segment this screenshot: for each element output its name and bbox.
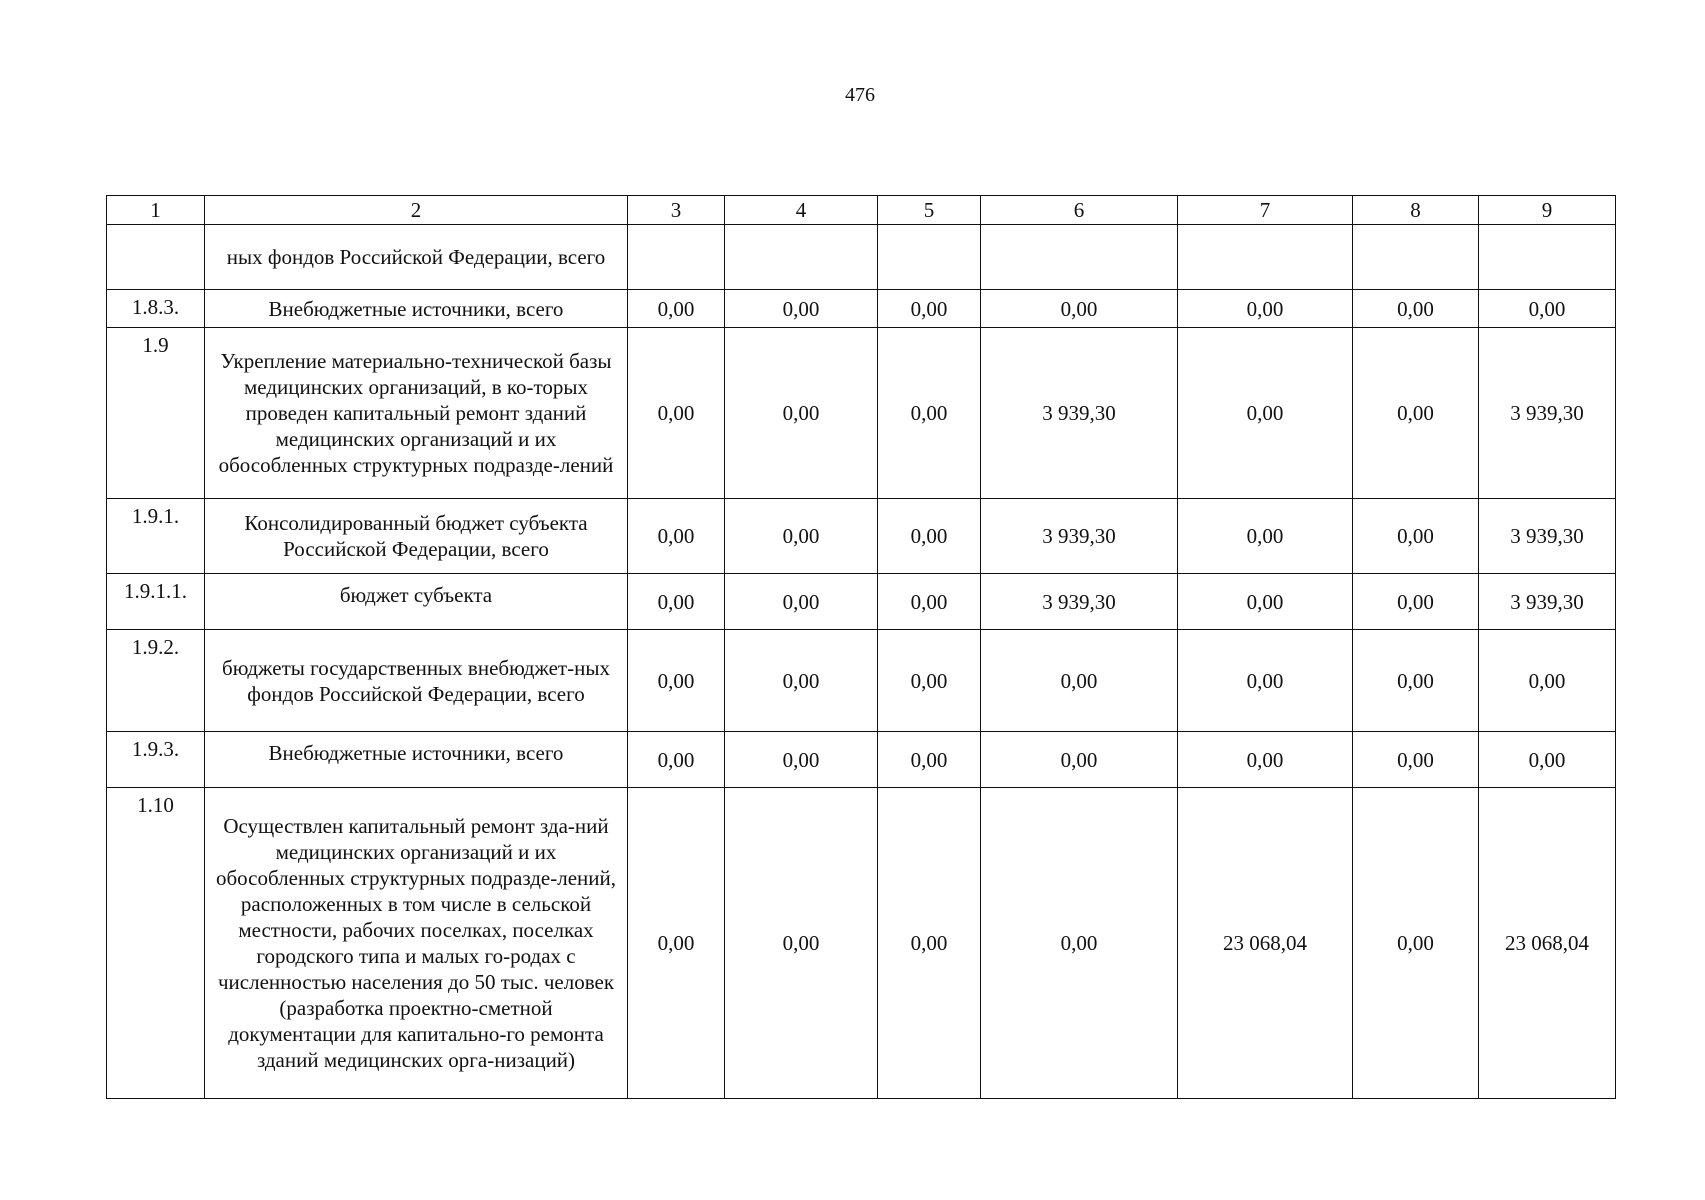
value-cell: 0,00: [1353, 574, 1479, 630]
value-cell: 0,00: [878, 290, 981, 328]
value-cell: 0,00: [1353, 328, 1479, 499]
value-cell: 0,00: [1178, 630, 1353, 732]
row-name: Осуществлен капитальный ремонт зда-ний медицинских организаций и их обособленных структурных подразде-лений, расположенных в том числе в сельской местности, рабочих поселках, поселках городского типа и малых го-родах с численностью населения до 50 тыс. человек (разработка проектно-сметной документации для капитально-го ремонта зданий медицинских орга-низаций): [205, 788, 628, 1099]
budget-table: [106, 195, 1616, 1099]
value-cell: 0,00: [1178, 732, 1353, 788]
value-cell: 3 939,30: [1479, 499, 1616, 574]
table-row: [107, 788, 1616, 1099]
table-header-row: [107, 196, 1616, 225]
row-name: Внебюджетные источники, всего: [205, 732, 628, 788]
value-cell: 0,00: [628, 630, 725, 732]
value-cell: 3 939,30: [1479, 574, 1616, 630]
header-cell: 1: [107, 196, 205, 225]
value-cell: 3 939,30: [1479, 328, 1616, 499]
header-cell: 6: [981, 196, 1178, 225]
table-row: [107, 225, 1616, 290]
row-number: 1.9.1.: [107, 499, 205, 574]
value-cell: 3 939,30: [981, 574, 1178, 630]
value-cell: 0,00: [725, 499, 878, 574]
row-number: 1.9: [107, 328, 205, 499]
value-cell: 0,00: [725, 574, 878, 630]
table-row: [107, 630, 1616, 732]
row-name: Внебюджетные источники, всего: [205, 290, 628, 328]
value-cell: 0,00: [981, 290, 1178, 328]
value-cell: 0,00: [628, 499, 725, 574]
table-row: [107, 732, 1616, 788]
row-name: Укрепление материально-технической базы медицинских организаций, в ко-торых проведен капитальный ремонт зданий медицинских организаций и их обособленных структурных подразде-лений: [205, 328, 628, 499]
value-cell: 0,00: [1353, 630, 1479, 732]
value-cell: 0,00: [878, 630, 981, 732]
header-cell: 4: [725, 196, 878, 225]
table-row: [107, 499, 1616, 574]
value-cell: 0,00: [878, 328, 981, 499]
row-name: Консолидированный бюджет субъекта Российской Федерации, всего: [205, 499, 628, 574]
value-cell: 0,00: [1353, 499, 1479, 574]
value-cell: 0,00: [878, 732, 981, 788]
row-name: бюджет субъекта: [205, 574, 628, 630]
value-cell: 0,00: [725, 630, 878, 732]
value-cell: 0,00: [1479, 290, 1616, 328]
value-cell: 0,00: [1178, 499, 1353, 574]
value-cell: [628, 225, 725, 290]
value-cell: 0,00: [628, 290, 725, 328]
value-cell: 0,00: [725, 328, 878, 499]
value-cell: 0,00: [1479, 732, 1616, 788]
value-cell: 0,00: [878, 574, 981, 630]
table-row: [107, 290, 1616, 328]
value-cell: 0,00: [1353, 788, 1479, 1099]
value-cell: 0,00: [981, 788, 1178, 1099]
row-name: бюджеты государственных внебюджет-ных фондов Российской Федерации, всего: [205, 630, 628, 732]
value-cell: [981, 225, 1178, 290]
header-cell: 7: [1178, 196, 1353, 225]
value-cell: 0,00: [1353, 732, 1479, 788]
value-cell: [878, 225, 981, 290]
row-number: 1.9.1.1.: [107, 574, 205, 630]
row-name: ных фондов Российской Федерации, всего: [205, 225, 628, 290]
value-cell: 23 068,04: [1479, 788, 1616, 1099]
header-cell: 8: [1353, 196, 1479, 225]
header-cell: 3: [628, 196, 725, 225]
row-number: 1.9.3.: [107, 732, 205, 788]
row-number: 1.9.2.: [107, 630, 205, 732]
value-cell: 0,00: [981, 732, 1178, 788]
value-cell: 0,00: [1353, 290, 1479, 328]
value-cell: 0,00: [725, 732, 878, 788]
header-cell: 9: [1479, 196, 1616, 225]
value-cell: 0,00: [725, 788, 878, 1099]
value-cell: [1479, 225, 1616, 290]
value-cell: 3 939,30: [981, 499, 1178, 574]
value-cell: 0,00: [1178, 328, 1353, 499]
row-number: [107, 225, 205, 290]
value-cell: 0,00: [981, 630, 1178, 732]
value-cell: [725, 225, 878, 290]
value-cell: 23 068,04: [1178, 788, 1353, 1099]
value-cell: 0,00: [725, 290, 878, 328]
header-cell: 5: [878, 196, 981, 225]
value-cell: 0,00: [628, 328, 725, 499]
page-number: 476: [845, 84, 875, 106]
value-cell: [1353, 225, 1479, 290]
value-cell: 3 939,30: [981, 328, 1178, 499]
value-cell: 0,00: [878, 499, 981, 574]
value-cell: [1178, 225, 1353, 290]
value-cell: 0,00: [628, 732, 725, 788]
value-cell: 0,00: [1479, 630, 1616, 732]
header-cell: 2: [205, 196, 628, 225]
value-cell: 0,00: [628, 574, 725, 630]
row-number: 1.10: [107, 788, 205, 1099]
value-cell: 0,00: [1178, 574, 1353, 630]
value-cell: 0,00: [878, 788, 981, 1099]
value-cell: 0,00: [628, 788, 725, 1099]
table-row: [107, 574, 1616, 630]
value-cell: 0,00: [1178, 290, 1353, 328]
table-row: [107, 328, 1616, 499]
row-number: 1.8.3.: [107, 290, 205, 328]
